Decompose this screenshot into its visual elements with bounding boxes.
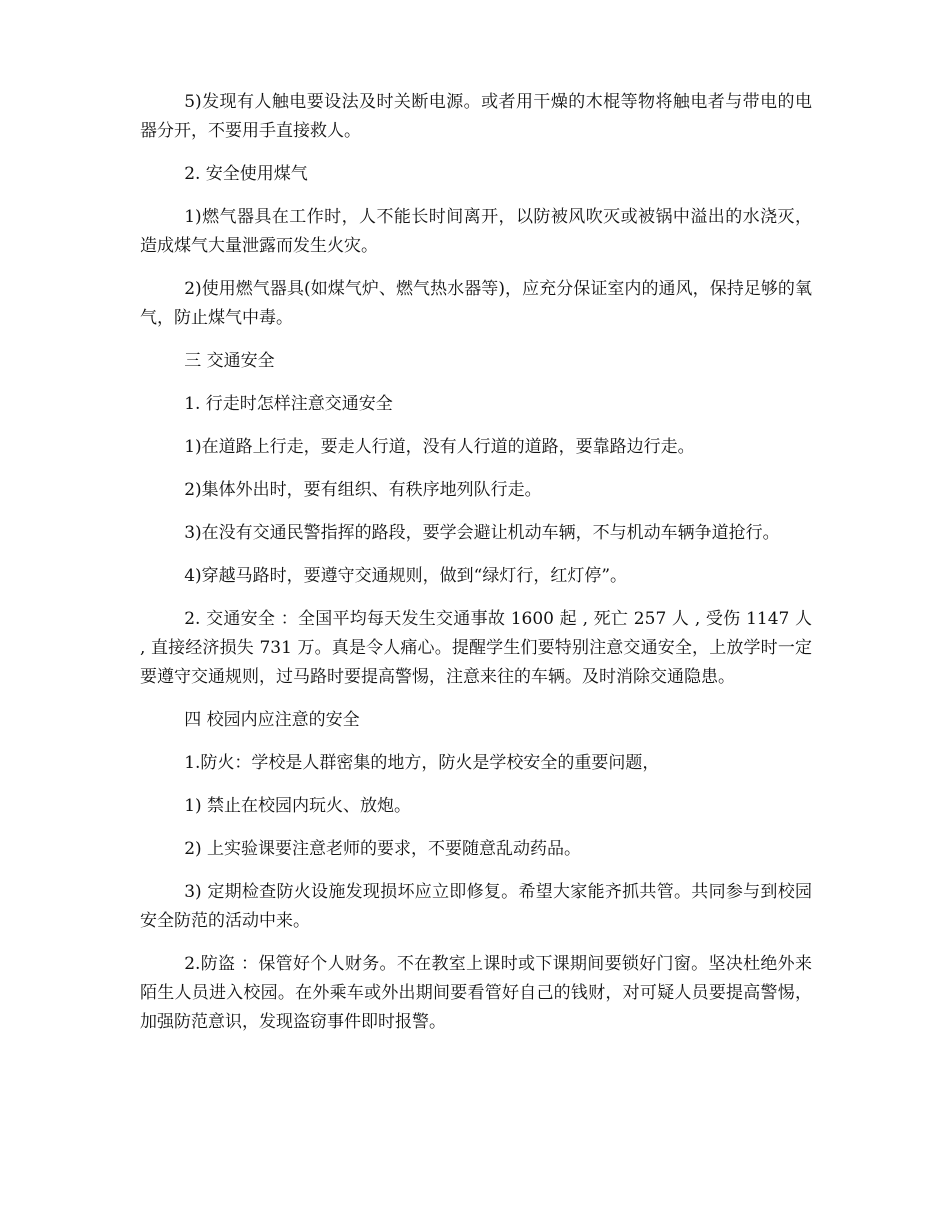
- section-heading: 三 交通安全: [184, 351, 275, 371]
- section-heading: 2. 安全使用煤气: [184, 164, 308, 184]
- paragraph: 3) 定期检查防火设施发现损坏应立即修复。希望大家能齐抓共管。共同参与到校园安全防范的活动中来。: [140, 882, 812, 931]
- paragraph: 2) 上实验课要注意老师的要求，不要随意乱动药品。: [184, 839, 582, 859]
- section-heading: 1. 行走时怎样注意交通安全: [184, 394, 393, 414]
- paragraph: 5)发现有人触电要设法及时关断电源。或者用干燥的木棍等物将触电者与带电的电器分开，不要用手直接救人。: [140, 92, 812, 141]
- paragraph: 4)穿越马路时，要遵守交通规则，做到“绿灯行，红灯停”。: [184, 566, 628, 586]
- section-heading: 四 校园内应注意的安全: [184, 710, 360, 730]
- paragraph: 2. 交通安全 ：全国平均每天发生交通事故 1600 起 , 死亡 257 人 , 受伤 1147 人 , 直接经济损失 731 万。真是令人痛心。提醒学生们要特别注意交通安全，上放学时一定要遵守交通规则，过马路时要提高警惕，注意来往的车辆。及时消除交通隐患。: [140, 609, 812, 687]
- paragraph: 2)集体外出时，要有组织、有秩序地列队行走。: [184, 480, 542, 500]
- paragraph: 1) 禁止在校园内玩火、放炮。: [184, 796, 412, 816]
- paragraph: 1.防火：学校是人群密集的地方，防火是学校安全的重要问题，: [184, 753, 660, 773]
- paragraph: 1)在道路上行走，要走人行道，没有人行道的道路，要靠路边行走。: [184, 437, 695, 457]
- paragraph: 1)燃气器具在工作时，人不能长时间离开，以防被风吹灭或被锅中溢出的水浇灭，造成煤气大量泄露而发生火灾。: [140, 207, 812, 256]
- paragraph: 3)在没有交通民警指挥的路段，要学会避让机动车辆，不与机动车辆争道抢行。: [184, 523, 780, 543]
- paragraph: 2)使用燃气器具(如煤气炉、燃气热水器等)，应充分保证室内的通风，保持足够的氧气，防止煤气中毒。: [140, 279, 812, 328]
- paragraph: 2.防盗 ：保管好个人财务。不在教室上课时或下课期间要锁好门窗。坚决杜绝外来陌生人员进入校园。在外乘车或外出期间要看管好自己的钱财，对可疑人员要提高警惕，加强防范意识，发现盗窃事件即时报警。: [140, 954, 812, 1032]
- document-body: [140, 88, 812, 1051]
